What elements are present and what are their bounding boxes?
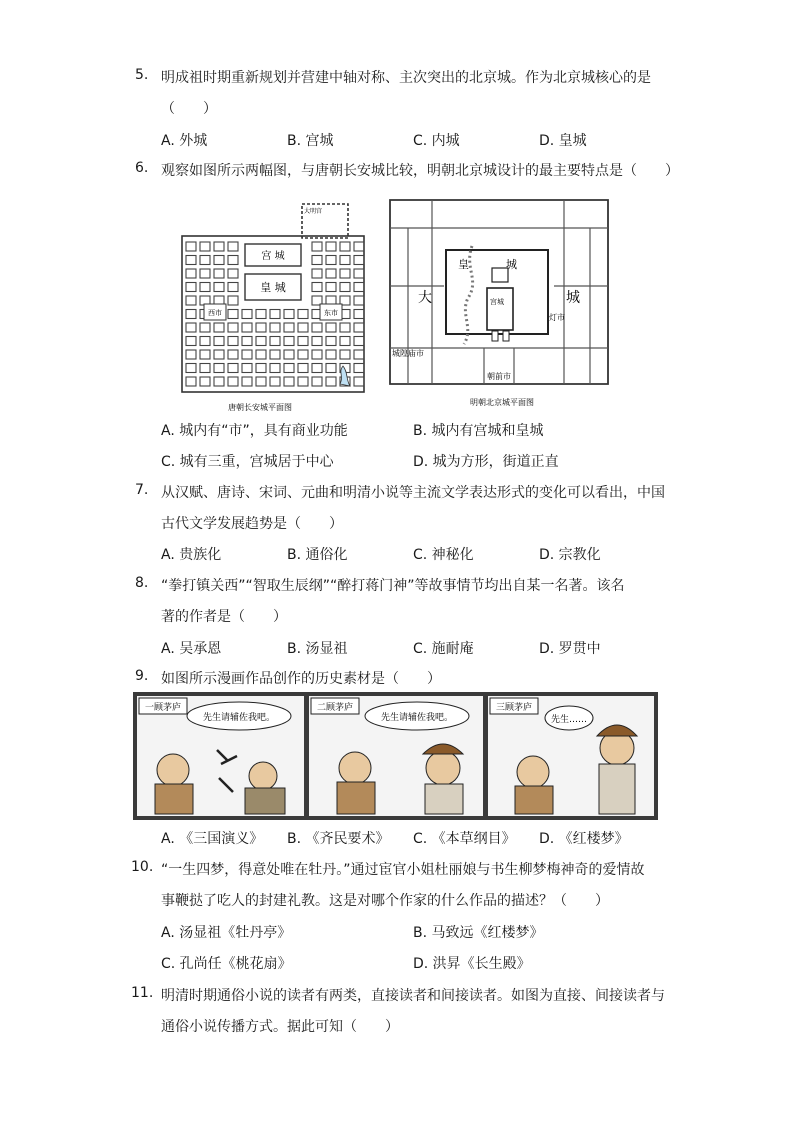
q6-option-d[interactable]: D. 城为方形，街道正直 (413, 454, 559, 470)
q10-option-b[interactable]: B. 马致远《红楼梦》 (413, 925, 544, 941)
changan-block (228, 296, 238, 305)
q10-stem-line2: 事鞭挞了吃人的封建礼教。这是对哪个作家的什么作品的描述？（ ） (161, 893, 609, 909)
q10-option-a[interactable]: A. 汤显祖《牡丹亭》 (161, 925, 292, 941)
changan-block (312, 256, 322, 265)
q5-option-d[interactable]: D. 皇城 (539, 133, 587, 149)
changan-block (200, 323, 210, 332)
changan-block (354, 310, 364, 319)
beijing-gongcheng-label: 宫城 (490, 298, 504, 306)
panel3-bubble: 先生…… (550, 715, 588, 725)
changan-block (340, 242, 350, 251)
changan-block (340, 350, 350, 359)
changan-block (214, 269, 224, 278)
q9-option-c[interactable]: C. 《本草纲目》 (413, 831, 516, 847)
changan-block (256, 350, 266, 359)
changan-block (298, 310, 308, 319)
beijing-huang-label: 皇 (458, 258, 469, 271)
changan-block (298, 364, 308, 373)
changan-block (242, 377, 252, 386)
changan-block (214, 337, 224, 346)
changan-block (256, 310, 266, 319)
q8-option-c[interactable]: C. 施耐庵 (413, 641, 474, 657)
changan-block (312, 377, 322, 386)
beijing-map (384, 188, 614, 414)
q5-number: 5. (135, 67, 149, 83)
changan-gongcheng-label: 宫 城 (261, 251, 285, 262)
changan-map (180, 196, 366, 416)
changan-block (270, 337, 280, 346)
changan-block (200, 364, 210, 373)
changan-block (186, 310, 196, 319)
q5-option-b[interactable]: B. 宫城 (287, 133, 334, 149)
changan-block (340, 269, 350, 278)
changan-block (284, 364, 294, 373)
q9-option-b[interactable]: B. 《齐民要术》 (287, 831, 390, 847)
changan-block (298, 323, 308, 332)
changan-block (186, 256, 196, 265)
q8-stem-line1: “拳打镇关西”“智取生辰纲”“醉打蒋门神”等故事情节均出自某一名著。该名 (161, 578, 625, 594)
q7-number: 7. (135, 482, 149, 498)
three-visits-comic (133, 692, 658, 820)
q5-option-a[interactable]: A. 外城 (161, 133, 208, 149)
changan-block (284, 350, 294, 359)
q11-stem-line2: 通俗小说传播方式。据此可知（ ） (161, 1019, 399, 1035)
q8-option-d[interactable]: D. 罗贯中 (539, 641, 601, 657)
changan-block (354, 323, 364, 332)
changan-block (214, 364, 224, 373)
changan-block (228, 242, 238, 251)
changan-block (312, 242, 322, 251)
changan-block (284, 323, 294, 332)
changan-block (270, 364, 280, 373)
changan-block (214, 377, 224, 386)
q8-option-a[interactable]: A. 吴承恩 (161, 641, 222, 657)
changan-block (228, 337, 238, 346)
changan-block (340, 256, 350, 265)
changan-block (214, 350, 224, 359)
changan-block (186, 364, 196, 373)
changan-block (326, 337, 336, 346)
changan-block (228, 350, 238, 359)
q10-option-d[interactable]: D. 洪昇《长生殿》 (413, 956, 531, 972)
changan-block (354, 377, 364, 386)
changan-block (228, 310, 238, 319)
changan-block (200, 350, 210, 359)
changan-block (284, 337, 294, 346)
changan-block (326, 350, 336, 359)
changan-block (256, 364, 266, 373)
changan-block (214, 323, 224, 332)
changan-block (354, 337, 364, 346)
changan-block (270, 350, 280, 359)
q10-number: 10. (131, 859, 154, 875)
changan-block (312, 364, 322, 373)
changan-block (354, 350, 364, 359)
changan-block (270, 323, 280, 332)
changan-block (298, 337, 308, 346)
q7-stem-line2: 古代文学发展趋势是（ ） (161, 516, 343, 532)
changan-block (256, 337, 266, 346)
changan-block (354, 269, 364, 278)
chenghuangmiaoshi-label: 城隍庙市 (392, 349, 424, 358)
panel1-bubble: 先生请辅佐我吧。 (202, 713, 276, 723)
q7-option-b[interactable]: B. 通俗化 (287, 547, 348, 563)
changan-block (270, 377, 280, 386)
beijing-caption: 明朝北京城平面图 (470, 398, 534, 407)
q6-number: 6. (135, 160, 149, 176)
changan-block (242, 364, 252, 373)
changan-block (312, 283, 322, 292)
changan-block (228, 269, 238, 278)
changan-block (312, 269, 322, 278)
changan-block (228, 377, 238, 386)
changan-block (326, 283, 336, 292)
changan-block (228, 323, 238, 332)
changan-block (200, 242, 210, 251)
changan-block (354, 283, 364, 292)
changan-block (256, 323, 266, 332)
panel3-title: 三顾茅庐 (495, 703, 533, 713)
changan-block (312, 350, 322, 359)
changan-block (200, 377, 210, 386)
changan-block (186, 242, 196, 251)
changan-block (186, 350, 196, 359)
changan-block (298, 377, 308, 386)
changan-block (242, 350, 252, 359)
changan-block (186, 323, 196, 332)
q9-stem: 如图所示漫画作品创作的历史素材是（ ） (161, 671, 441, 687)
changan-block (242, 310, 252, 319)
q10-option-c[interactable]: C. 孔尚任《桃花扇》 (161, 956, 292, 972)
changan-block (186, 269, 196, 278)
changan-block (326, 242, 336, 251)
changan-block (228, 256, 238, 265)
daminggong-label: 大明宫 (304, 208, 323, 215)
changan-block (242, 323, 252, 332)
dongshi-label: 东市 (324, 309, 338, 317)
changan-block (214, 283, 224, 292)
changan-block (214, 256, 224, 265)
q11-stem-line1: 明清时期通俗小说的读者有两类，直接读者和间接读者。如图为直接、间接读者与 (161, 988, 665, 1004)
changan-caption: 唐朝长安城平面图 (228, 403, 292, 412)
changan-block (312, 337, 322, 346)
beijing-cheng-big-label: 城 (566, 290, 580, 306)
changan-block (256, 377, 266, 386)
q6-option-c[interactable]: C. 城有三重，宫城居于中心 (161, 454, 334, 470)
changan-block (270, 310, 280, 319)
q9-option-d[interactable]: D. 《红楼梦》 (539, 831, 629, 847)
chaoqianshi-label: 朝前市 (487, 372, 511, 381)
changan-block (340, 323, 350, 332)
changan-block (228, 283, 238, 292)
changan-block (340, 283, 350, 292)
changan-block (354, 296, 364, 305)
changan-block (326, 323, 336, 332)
q7-stem-line1: 从汉赋、唐诗、宋词、元曲和明清小说等主流文学表达形式的变化可以看出，中国 (161, 485, 665, 501)
panel2-bubble: 先生请辅佐我吧。 (380, 713, 454, 723)
dengshi-label: 灯市 (549, 313, 565, 322)
changan-block (228, 364, 238, 373)
changan-block (200, 269, 210, 278)
changan-block (200, 337, 210, 346)
panel1-title: 一顾茅庐 (144, 703, 182, 713)
changan-block (200, 256, 210, 265)
q8-stem-line2: 著的作者是（ ） (161, 609, 287, 625)
xishi-label: 西市 (208, 309, 222, 317)
changan-block (326, 269, 336, 278)
q6-option-b[interactable]: B. 城内有宫城和皇城 (413, 423, 544, 439)
changan-block (186, 337, 196, 346)
q8-number: 8. (135, 575, 149, 591)
q5-option-c[interactable]: C. 内城 (413, 133, 460, 149)
changan-block (340, 337, 350, 346)
q9-option-a[interactable]: A. 《三国演义》 (161, 831, 264, 847)
q7-option-c[interactable]: C. 神秘化 (413, 547, 474, 563)
q9-number: 9. (135, 668, 149, 684)
changan-block (326, 256, 336, 265)
changan-block (200, 283, 210, 292)
changan-block (242, 337, 252, 346)
changan-block (298, 350, 308, 359)
beijing-da-label: 大 (418, 290, 432, 306)
q11-number: 11. (131, 985, 154, 1001)
q7-option-d[interactable]: D. 宗教化 (539, 547, 601, 563)
q5-stem-line2: （ ） (161, 101, 217, 117)
changan-block (214, 242, 224, 251)
changan-block (354, 242, 364, 251)
changan-block (186, 283, 196, 292)
q8-option-b[interactable]: B. 汤显祖 (287, 641, 348, 657)
changan-block (326, 377, 336, 386)
changan-block (186, 296, 196, 305)
panel2-title: 二顾茅庐 (316, 703, 354, 713)
changan-huangcheng-label: 皇 城 (260, 281, 286, 294)
q5-stem-line1: 明成祖时期重新规划并营建中轴对称、主次突出的北京城。作为北京城核心的是 (161, 70, 651, 86)
changan-block (354, 256, 364, 265)
q6-stem: 观察如图所示两幅图，与唐朝长安城比较，明朝北京城设计的最主要特点是（ ） (161, 163, 679, 179)
q10-stem-line1: “一生四梦，得意处唯在牡丹。”通过宦官小姐杜丽娘与书生柳梦梅神奇的爱情故 (161, 862, 645, 878)
changan-block (186, 377, 196, 386)
q7-option-a[interactable]: A. 贵族化 (161, 547, 222, 563)
changan-block (284, 310, 294, 319)
beijing-cheng-small-label: 城 (506, 258, 517, 271)
changan-block (284, 377, 294, 386)
changan-block (326, 364, 336, 373)
changan-block (312, 323, 322, 332)
q6-option-a[interactable]: A. 城内有“市”，具有商业功能 (161, 423, 348, 439)
changan-block (354, 364, 364, 373)
